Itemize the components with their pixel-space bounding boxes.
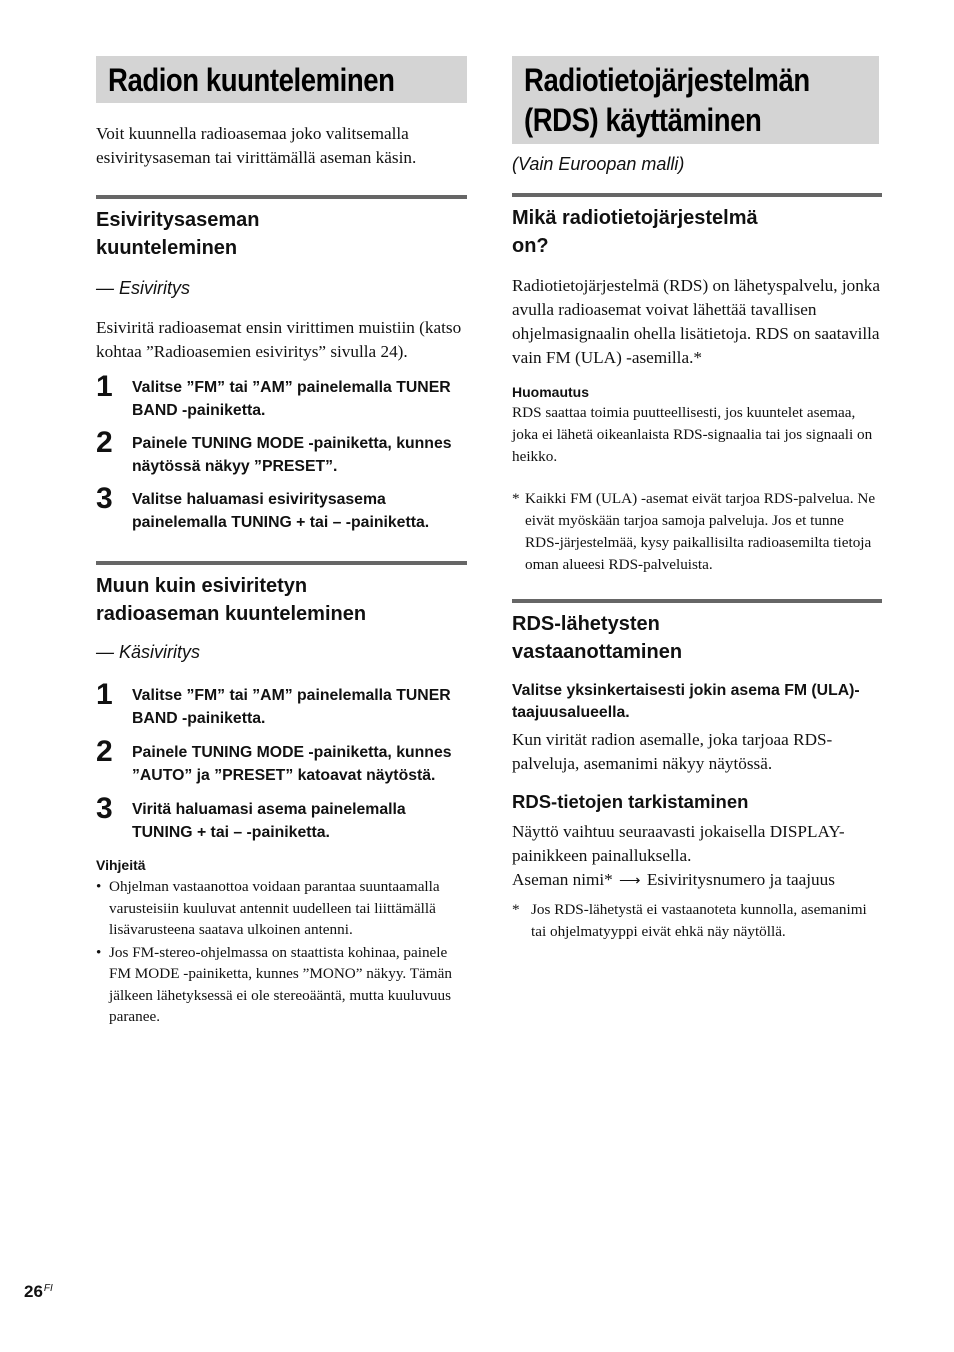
footnote-text: Kaikki FM (ULA) -asemat eivät tarjoa RDS-palvelua. Ne eivät myöskään tarjoa samoja palveluja. Jos et tunne RDS-järjestelmää, kysy paikallisilta radioasemilta tietoja oman alueesi RDS-palveluista. [525,490,876,573]
title-line1: Radiotietojärjestelmän [524,62,810,98]
rds-receive-section [512,599,882,943]
rds-what-section [512,193,882,576]
step-number: 1 [96,678,113,711]
intro-paragraph: Voit kuunnella radioasemaa joko valitsemalla esiviritysaseman tai virittämällä aseman käsin. [96,124,417,167]
step-number: 3 [96,792,113,825]
manual-subtitle: — Käsiviritys [96,642,201,662]
model-note: (Vain Euroopan malli) [512,154,685,174]
sequence-from: Aseman nimi* [512,870,613,889]
note-heading: Huomautus [512,384,589,400]
rds-what-body: Radiotietojärjestelmä (RDS) on lähetyspalvelu, jonka avulla radioasemat voivat lähettää tavallisen ohjelmasignaalin ohella lisätietoja. RDS on saatavilla vain FM (ULA) -asemilla.* [512,276,881,367]
step-number: 1 [96,370,113,403]
preset-heading-line2: kuunteleminen [96,237,238,259]
tip-text: Ohjelman vastaanottoa voidaan parantaa suuntaamalla varusteisiin kuuluvat antennit uudelleen tai liittämällä lisävarusteena saatava ulkoinen antenni. [109,878,440,938]
preset-section [96,195,467,534]
rds-receive-heading-line1: RDS-lähetysten [512,613,660,635]
step-text: Valitse ”FM” tai ”AM” painelemalla TUNER BAND -painiketta. [132,687,451,727]
manual-step-1 [96,678,467,730]
preset-body: Esiviritä radioasemat ensin virittimen muistiin (katso kohtaa ”Radioasemien esiviritys” sivulla 24). [96,318,462,361]
rds-what-heading [512,193,882,260]
tip-item [96,942,467,1028]
manual-step-3 [96,792,467,844]
rds-receive-heading [512,599,882,666]
preset-heading [96,195,467,262]
right-column [512,56,882,943]
footnote-mark: * [512,901,520,918]
footnote-mark: * [512,490,520,507]
step-text: Painele TUNING MODE -painiketta, kunnes ”AUTO” ja ”PRESET” katoavat näytöstä. [132,744,452,784]
page-number-value: 26 [24,1282,43,1301]
left-column [96,56,467,1028]
manual-heading-line2: radioaseman kuunteleminen [96,603,367,625]
rds-receive-body: Kun virität radion asemalle, joka tarjoaa RDS-palveluja, asemanimi näkyy näytössä. [512,730,833,773]
preset-step-2 [96,426,467,478]
page-number [24,1282,53,1302]
step-text: Valitse haluamasi esiviritysasema painelemalla TUNING + tai – -painiketta. [132,491,430,531]
manual-step-2 [96,735,467,787]
preset-steps [96,370,467,534]
rds-instruction: Valitse yksinkertaisesti jokin asema FM (ULA)-taajuusalueella. [512,682,860,721]
footnote [512,488,882,576]
preset-step-3 [96,482,467,534]
bullet-mark: • [96,878,102,895]
step-number: 3 [96,482,113,515]
manual-heading-line1: Muun kuin esiviritetyn [96,575,308,597]
step-text: Valitse ”FM” tai ”AM” painelemalla TUNER BAND -painiketta. [132,379,451,419]
display-sequence [512,868,882,893]
title-line2: (RDS) käyttäminen [524,102,762,138]
bullet-mark: • [96,943,102,961]
preset-heading-line1: Esiviritysaseman [96,209,260,231]
tip-item [96,876,467,941]
manual-steps [96,678,467,844]
manual-heading [96,561,467,628]
rds-what-heading-line1: Mikä radiotietojärjestelmä [512,207,758,229]
manual-section [96,561,467,1028]
rds-what-heading-line2: on? [512,235,549,257]
tip-text: Jos FM-stereo-ohjelmassa on staattista kohinaa, painele FM MODE -painiketta, kunnes ”MONO” näkyy. Tämän jälkeen lähetyksessä ei ole stereoääntä, mutta kuuluvuus paranee. [109,943,452,1025]
step-number: 2 [96,735,113,768]
step-number: 2 [96,426,113,459]
footnote-text: Jos RDS-lähetystä ei vastaanoteta kunnolla, asemanimi tai ohjelmatyyppi eivät ehkä näy näytöllä. [531,901,867,940]
preset-step-1 [96,370,467,422]
rds-receive-heading-line2: vastaanottaminen [512,641,683,663]
rds-check-heading: RDS-tietojen tarkistaminen [512,791,749,812]
section-title-rds [512,56,879,144]
preset-subtitle: — Esiviritys [96,278,190,298]
step-text: Painele TUNING MODE -painiketta, kunnes näytössä näkyy ”PRESET”. [132,435,452,475]
step-text: Viritä haluamasi asema painelemalla TUNING + tai – -painiketta. [132,801,406,841]
footnote [512,899,882,943]
arrow-right-icon: ⟶ [619,873,641,889]
note-body: RDS saattaa toimia puutteellisesti, jos kuuntelet asemaa, joka ei lähetä oikeanlaista RDS-signaalia tai jos signaali on heikko. [512,404,873,465]
sequence-to: Esiviritysnumero ja taajuus [646,870,835,889]
tips-heading: Vihjeitä [96,857,146,873]
title-text: Radion kuunteleminen [108,62,395,98]
rds-check-body: Näyttö vaihtuu seuraavasti jokaisella DISPLAY-painikkeen painalluksella. [512,822,845,865]
page-number-suffix: FI [43,1283,53,1294]
section-title-radio [96,56,467,103]
